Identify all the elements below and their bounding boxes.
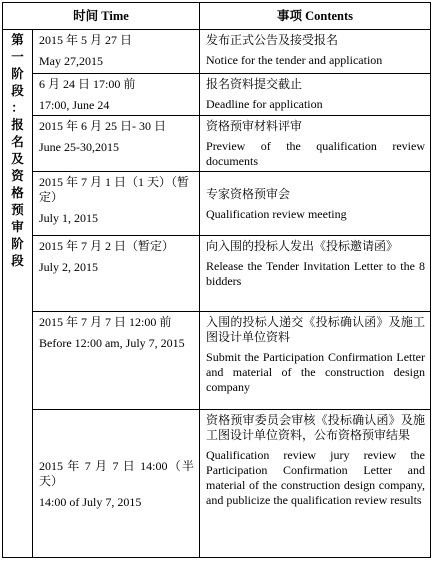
time-cn: 2015 年 7 月 7 日 12:00 前 bbox=[39, 315, 172, 329]
content-en: Submit the Participation Confirmation Letter and material of the construction design company bbox=[206, 350, 426, 394]
table-row bbox=[3, 236, 431, 312]
phase-char: 阶 bbox=[11, 237, 24, 251]
header-contents: 事项 Contents bbox=[200, 3, 431, 30]
content-cn: 发布正式公告及接受报名 bbox=[206, 33, 339, 47]
phase-char: 及 bbox=[11, 152, 24, 166]
time-en: May 27,2015 bbox=[39, 54, 103, 68]
content-cn: 入围的投标人递交《投标确认函》及施工图设计单位资料 bbox=[206, 315, 426, 344]
time-cn: 2015 年 7 月 2 日（暂定） bbox=[39, 239, 175, 253]
schedule-table bbox=[2, 2, 431, 558]
phase-char: 资 bbox=[11, 169, 24, 183]
phase-char: ： bbox=[11, 101, 24, 115]
time-en: June 25-30,2015 bbox=[39, 140, 119, 154]
time-cell bbox=[33, 116, 200, 172]
phase-char: 审 bbox=[11, 220, 24, 234]
time-en: 17:00, June 24 bbox=[39, 98, 110, 112]
time-cn: 2015 年 7 月 7 日 14:00（半天） bbox=[39, 458, 195, 488]
table-row bbox=[3, 116, 431, 172]
time-cell bbox=[33, 30, 200, 74]
phase-char: 报 bbox=[11, 118, 24, 132]
time-en: 14:00 of July 7, 2015 bbox=[39, 494, 142, 509]
time-cell bbox=[33, 74, 200, 116]
time-cn: 2015 年 7 月 1 日（1 天）（暂定） bbox=[39, 175, 190, 204]
time-cn: 2015 年 5 月 27 日 bbox=[39, 33, 133, 47]
phase-label bbox=[3, 30, 33, 558]
phase-char: 一 bbox=[11, 50, 24, 64]
table-row bbox=[3, 30, 431, 74]
phase-char: 阶 bbox=[11, 67, 24, 81]
content-cell bbox=[200, 74, 431, 116]
content-cell bbox=[200, 236, 431, 312]
phase-char: 名 bbox=[11, 135, 24, 149]
table-row bbox=[3, 410, 431, 558]
time-cell bbox=[33, 410, 200, 558]
content-cell bbox=[200, 30, 431, 74]
time-cell bbox=[33, 172, 200, 236]
time-en: July 1, 2015 bbox=[39, 211, 99, 225]
time-en: Before 12:00 am, July 7, 2015 bbox=[39, 336, 185, 350]
content-en: Notice for the tender and application bbox=[206, 53, 383, 67]
content-cell bbox=[200, 312, 431, 410]
content-en: Qualification review meeting bbox=[206, 206, 347, 221]
content-cell bbox=[200, 172, 431, 236]
time-cn: 2015 年 6 月 25 日- 30 日 bbox=[39, 119, 166, 133]
header-time: 时间 Time bbox=[3, 3, 200, 30]
phase-char: 段 bbox=[11, 254, 24, 268]
content-cn: 专家资格预审会 bbox=[206, 186, 291, 201]
phase-char: 格 bbox=[11, 186, 24, 200]
table-row bbox=[3, 74, 431, 116]
content-cn: 资格预审材料评审 bbox=[206, 119, 303, 133]
content-en: Deadline for application bbox=[206, 97, 323, 111]
time-cell bbox=[33, 312, 200, 410]
content-cn: 报名资料提交截止 bbox=[206, 77, 303, 91]
table-row bbox=[3, 172, 431, 236]
phase-char: 第 bbox=[11, 33, 24, 47]
content-cell bbox=[200, 410, 431, 558]
table-row bbox=[3, 312, 431, 410]
header-row bbox=[3, 3, 431, 30]
time-en: July 2, 2015 bbox=[39, 260, 99, 274]
content-cn: 资格预审委员会审核《投标确认函》及施工图设计单位资料，公布资格预审结果 bbox=[206, 413, 426, 442]
content-cn: 向入围的投标人发出《投标邀请函》 bbox=[206, 239, 399, 253]
phase-char: 段 bbox=[11, 84, 24, 98]
content-en: Release the Tender Invitation Letter to the 8 bidders bbox=[206, 259, 426, 288]
content-en: Qualification review jury review the Participation Confirmation Letter and material of the construction design company, and publicize the qualification review results bbox=[206, 448, 426, 507]
time-cn: 6 月 24 日 17:00 前 bbox=[39, 77, 136, 91]
content-cell bbox=[200, 116, 431, 172]
phase-char: 预 bbox=[11, 203, 24, 217]
content-en: Preview of the qualification review documents bbox=[206, 139, 426, 168]
time-cell bbox=[33, 236, 200, 312]
